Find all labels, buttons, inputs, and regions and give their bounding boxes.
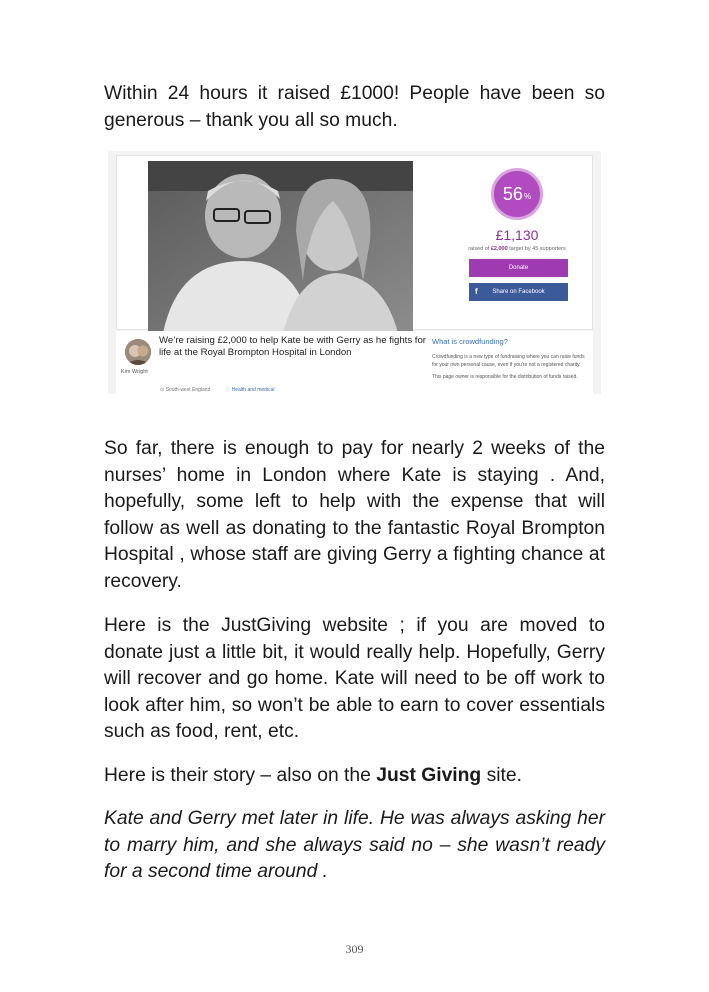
category-text: Health and medical [231, 387, 275, 393]
crowdfunding-info [432, 337, 590, 382]
donate-label: Donate [508, 265, 529, 271]
facebook-icon: f [475, 287, 478, 296]
crowdfunding-note: This page owner is responsible for the distribution of funds raised. [432, 374, 578, 380]
crowdfunding-text: Crowdfunding is a new type of fundraising where you can raise funds for your own personal cause, even if you’re not a registered charity. [432, 354, 585, 368]
target-amount: £2,000 [490, 246, 508, 252]
share-facebook-button[interactable] [469, 283, 568, 301]
avatar-image [125, 339, 151, 365]
location-text: South-west England [165, 387, 211, 393]
donate-button[interactable] [469, 259, 568, 277]
paragraph-raised: Within 24 hours it raised £1000! People have been so generous – thank you all so much. [104, 83, 605, 131]
fundraiser-headline: We’re raising £2,000 to help Kate be with Gerry as he fights for life at the Royal Brompton Hospital in London [159, 335, 426, 358]
fundraiser-card [116, 155, 593, 330]
fundraiser-details [116, 331, 593, 394]
target-text [413, 246, 601, 252]
avatar [125, 339, 151, 365]
progress-ring [491, 168, 543, 220]
donation-panel [413, 156, 594, 331]
author-name[interactable]: Kim Wright [121, 369, 148, 375]
paragraph-story: Kate and Gerry met later in life. He was always asking her to marry him, and she always said no – she wasn’t ready for a second time around . [104, 808, 605, 883]
progress-percent: 56 [502, 183, 523, 204]
percent-sign: % [523, 191, 532, 201]
story-intro-text: Here is their story – also on the [104, 765, 377, 786]
just-giving-link[interactable]: Just Giving [376, 765, 482, 786]
location-icon: ⊙ [160, 387, 166, 393]
amount-raised: £1,130 [495, 227, 539, 243]
page-number: 309 [345, 942, 364, 956]
justgiving-screenshot [108, 151, 601, 394]
fundraiser-meta [160, 387, 274, 393]
category-link[interactable] [226, 387, 275, 393]
share-label: Share on Facebook [492, 289, 545, 295]
couple-photo-image [148, 161, 413, 333]
target-suffix: target by 45 supporters [507, 246, 566, 252]
story-intro-end: site. [481, 765, 522, 786]
crowdfunding-title[interactable]: What is crowdfunding? [432, 337, 508, 346]
paragraph-story-intro [104, 763, 605, 790]
heart-icon: ♡ [225, 387, 232, 393]
paragraph-justgiving: Here is the JustGiving website ; if you are moved to donate just a little bit, it would really help. Hopefully, Gerry will recover and go home. Kate will need to be off work to look after him, so won’t be able to earn to cover essentials such as food, rent, etc. [104, 615, 605, 743]
target-prefix: raised of [468, 246, 491, 252]
fundraiser-photo [148, 161, 413, 333]
paragraph-progress: So far, there is enough to pay for nearly 2 weeks of the nurses’ home in London where Kate is staying . And, hopefully, some left to help with the expense that will follow as well as donating to the fantastic Royal Brompton Hospital , whose staff are giving Gerry a fighting chance at recovery. [104, 438, 605, 592]
